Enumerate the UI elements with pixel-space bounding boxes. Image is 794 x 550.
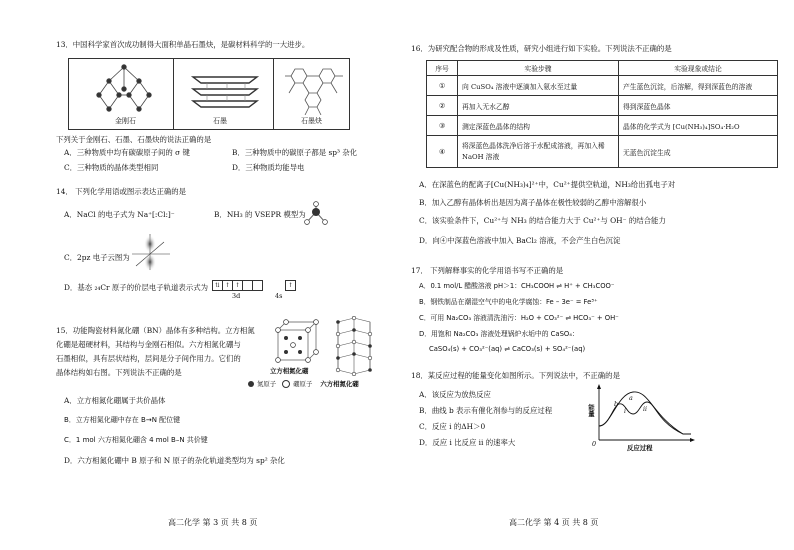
q16-experiment-table — [426, 60, 778, 168]
2pz-electron-cloud-icon — [128, 232, 172, 272]
q14-option-d: D．基态 ₂₄Cr 原子的价层电子轨道表示式为 — [64, 283, 208, 292]
curve-b — [599, 402, 683, 434]
q14-option-b: B．NH₃ 的 VSEPR 模型为 — [214, 210, 306, 219]
table-cell: 晶体的化学式为 [Cu(NH₃)₄]SO₄·H₂O — [619, 116, 778, 136]
q14-stem: 14． 下列化学用语或图示表达正确的是 — [56, 187, 187, 196]
step-i-label: i — [624, 408, 626, 415]
label-hexagonal-bn: 六方相氮化硼 — [320, 380, 359, 388]
q15-option-a: A．立方相氮化硼属于共价晶体 — [64, 396, 166, 405]
orbital-label-3d: 3d — [232, 292, 241, 300]
q15-line-1: 15．功能陶瓷材料氮化硼（BN）晶体有多种结构。立方相氮 — [56, 326, 255, 335]
q15-option-d: D．六方相氮化硼中 B 原子和 N 原子的杂化轨道类型均为 sp² 杂化 — [64, 456, 285, 465]
boron-atom-icon — [282, 380, 290, 388]
graphyne-structure-icon — [285, 63, 343, 115]
cr-orbital-diagram: ⇅ ↑ ↑ ↑ — [212, 280, 296, 291]
diamond-structure-icon — [89, 63, 159, 117]
x-axis-label: 反应过程 — [627, 444, 653, 452]
q16-stem: 16．为研究配合物的形成及性质，研究小组进行如下实验。下列说法不正确的是 — [411, 44, 672, 53]
q13-option-c: C．三种物质的晶体类型相同 — [64, 163, 159, 172]
table-cell: 产生蓝色沉淀，后溶解，得到深蓝色的溶液 — [619, 76, 778, 96]
curve-b-label: b — [614, 400, 619, 408]
table-row — [427, 136, 778, 168]
energy-diagram — [587, 382, 697, 456]
q17-option-b: B．钢铁制品在潮湿空气中的电化学腐蚀：Fe – 3e⁻ = Fe³⁺ — [419, 298, 598, 306]
hexagonal-bn-structure-icon — [330, 316, 378, 376]
table-header-cell: 实验步骤 — [458, 61, 619, 76]
q14-option-a: A．NaCl 的电子式为 Na⁺[:Cl:]⁻ — [64, 210, 175, 219]
graphite-structure-icon — [187, 69, 263, 115]
table-cell: 向 CuSO₄ 溶液中逐滴加入氨水至过量 — [458, 76, 619, 96]
q15-option-c: C．1 mol 六方相氮化硼含 4 mol B–N 共价键 — [64, 436, 208, 444]
table-cell: 再加入无水乙醇 — [458, 96, 619, 116]
table-row — [427, 76, 778, 96]
q18-option-a: A．该反应为放热反应 — [419, 390, 491, 399]
y-axis-label: 能量 — [587, 404, 595, 417]
right-page-footer: 高二化学 第 4 页 共 8 页 — [509, 518, 599, 527]
q16-option-c: C．该实验条件下，Cu²⁺与 NH₃ 的结合能力大于 Cu²⁺与 OH⁻ 的结合能力 — [419, 216, 666, 225]
q17-option-d: D．用饱和 Na₂CO₃ 溶液处理锅炉水垢中的 CaSO₄： — [419, 330, 579, 338]
q17-option-d-equation: CaSO₄(s) + CO₃²⁻(aq) ⇌ CaCO₃(s) + SO₄²⁻(aq) — [429, 345, 586, 353]
q18-option-c: C．反应 i 的ΔH＞0 — [419, 422, 486, 431]
q15-line-4: 晶体结构如右图。下列说法不正确的是 — [56, 368, 182, 377]
table-cell: ④ — [427, 136, 458, 168]
table-cell: ② — [427, 96, 458, 116]
q13-ask: 下列关于金刚石、石墨、石墨炔的说法正确的是 — [56, 135, 212, 144]
table-row — [427, 96, 778, 116]
table-cell: 将深蓝色晶体洗净后溶于水配成溶液，再加入稀 NaOH 溶液 — [458, 136, 619, 168]
caption-diamond: 金刚石 — [115, 117, 136, 125]
bn-legend — [248, 380, 359, 388]
q15-line-3: 石墨相似，具有层状结构，层间是分子间作用力。它们的 — [56, 354, 241, 363]
q13-option-d: D．三种物质均能导电 — [232, 163, 305, 172]
table-cell: ③ — [427, 116, 458, 136]
q16-option-d: D．向④中深蓝色溶液中加入 BaCl₂ 溶液，不会产生白色沉淀 — [419, 236, 621, 245]
q18-option-b: B．曲线 b 表示有催化剂参与的反应过程 — [419, 406, 553, 415]
q18-stem: 18．某反应过程的能量变化如图所示。下列说法中，不正确的是 — [411, 371, 620, 380]
q13-figure — [68, 58, 350, 130]
caption-graphite: 石墨 — [213, 117, 227, 125]
label-cubic-bn: 立方相氮化硼 — [270, 367, 309, 375]
q15-stem — [56, 324, 255, 380]
table-header-cell: 序号 — [427, 61, 458, 76]
q14-option-c: C．2pz 电子云图为 — [64, 253, 130, 262]
table-cell: 测定深蓝色晶体的结构 — [458, 116, 619, 136]
table-cell: ① — [427, 76, 458, 96]
orbital-label-4s: 4s — [275, 292, 283, 300]
table-cell: 无蓝色沉淀生成 — [619, 136, 778, 168]
nitrogen-atom-icon — [248, 381, 254, 387]
table-row — [427, 116, 778, 136]
table-header-row — [427, 61, 778, 76]
q15-line-2: 化硼是超硬材料，其结构与金刚石相似。六方相氮化硼与 — [56, 340, 241, 349]
q13-option-a: A．三种物质中均有碳碳原子间的 σ 键 — [64, 148, 190, 157]
q15-option-b: B．立方相氮化硼中存在 B→N 配位键 — [64, 416, 181, 424]
q13-stem: 13．中国科学家首次成功制得大面积单晶石墨炔，是碳材料科学的一大进步。 — [56, 40, 310, 49]
table-cell: 得到深蓝色晶体 — [619, 96, 778, 116]
curve-a-label: a — [629, 394, 633, 402]
nh3-vsepr-model-icon — [302, 200, 330, 228]
left-page-footer: 高二化学 第 3 页 共 8 页 — [168, 518, 258, 527]
q18-option-d: D．反应 i 比反应 ii 的速率大 — [419, 438, 516, 447]
q17-stem: 17． 下列解释事实的化学用语书写不正确的是 — [411, 266, 564, 275]
q16-option-a: A．在深蓝色的配离子[Cu(NH₃)₄]²⁺中，Cu²⁺提供空轨道，NH₃给出孤电子对 — [419, 180, 676, 189]
legend-boron: 硼原子 — [293, 380, 313, 388]
table-header-cell: 实验现象或结论 — [619, 61, 778, 76]
caption-graphyne: 石墨炔 — [301, 117, 322, 125]
q13-option-b: B．三种物质中的碳原子都是 sp³ 杂化 — [232, 148, 358, 157]
q17-option-a: A．0.1 mol/L 醋酸溶液 pH＞1：CH₃COOH ⇌ H⁺ + CH₃COO⁻ — [419, 282, 615, 290]
origin-label: 0 — [592, 440, 597, 448]
step-ii-label: ii — [643, 406, 647, 413]
q17-option-c: C．可用 Na₂CO₃ 溶液清洗油污：H₂O + CO₃²⁻ ⇌ HCO₃⁻ + OH⁻ — [419, 314, 619, 322]
q16-option-b: B．加入乙醇有晶体析出是因为离子晶体在极性较弱的乙醇中溶解很小 — [419, 198, 647, 207]
legend-nitrogen: 氮原子 — [257, 380, 277, 388]
cubic-bn-structure-icon — [270, 318, 320, 364]
